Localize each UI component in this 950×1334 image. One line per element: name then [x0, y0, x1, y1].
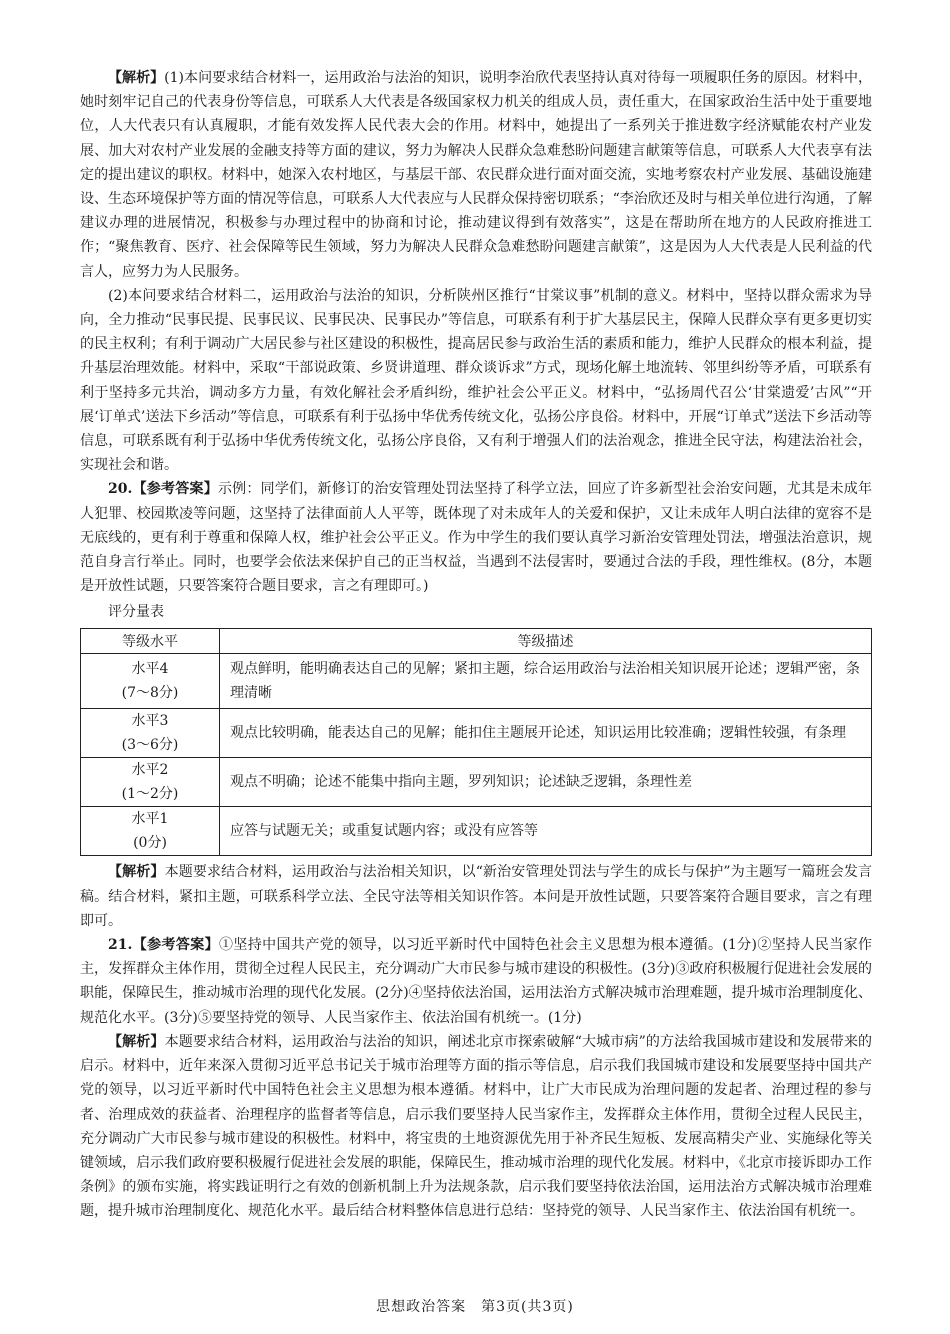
rubric-row [81, 654, 872, 709]
bottom-section [80, 860, 872, 1223]
answer-20: 20.【参考答案】示例：同学们，新修订的治安管理处罚法坚持了科学立法，回应了许多新型社会治安问题，尤其是未成年人犯罪、校园欺凌等问题，这坚持了法律面前人人平等，既体现了对未成年人的关爱和保护，又让未成年人明白法律的宽容不是无底线的，更有利于尊重和保障人权，维护社会公平正义。作为中学生的我们要认真学习新治安管理处罚法，增强法治意识，规范自身言行举止。同时，也要学会依法来保护自己的正当权益，当遇到不法侵害时，要通过合法的手段，理性维权。(8分，本题是开放性试题，只要答案符合题目要求，言之有理即可。) [80, 481, 873, 595]
rubric-header-row [81, 629, 872, 654]
rubric-level-cell: 水平4 (7～8分) [81, 654, 220, 709]
analysis-paragraph-20: 【解析】本题要求结合材料，运用政治与法治相关知识，以“新治安管理处罚法与学生的成长与保护”为主题写一篇班会发言稿。结合材料，紧扣主题，可联系科学立法、全民守法等相关知识作答。本问是开放性试题，只要答案符合题目要求，言之有理即可。 [80, 864, 873, 929]
rubric-header-desc: 等级描述 [220, 629, 872, 654]
analysis-paragraph-21: 【解析】本题要求结合材料，运用政治与法治的知识，阐述北京市探索破解“大城市病”的方法给我国城市建设和发展带来的启示。材料中，近年来深入贯彻习近平总书记关于城市治理等方面的指示等信息，启示我们我国城市建设和发展要坚持中国共产党的领导，以习近平新时代中国特色社会主义思想为根本遵循。材料中，让广大市民成为治理问题的发起者、治理过程的参与者、治理成效的获益者、治理程序的监督者等信息，启示我们要坚持人民当家作主，发挥群众主体作用，贯彻全过程人民民主，充分调动广大市民参与城市建设的积极性。材料中，将宝贵的土地资源优先用于补齐民生短板、发展高精尖产业、实施绿化等关键领域，启示我们政府要积极履行促进社会发展的职能，保障民生，推动城市治理的现代化发展。材料中，《北京市接诉即办工作条例》的颁布实施，将实践证明行之有效的创新机制上升为法规条款，启示我们要坚持依法治国，运用法治方式解决城市治理难题，提升城市治理制度化、规范化水平。最后结合材料整体信息进行总结：坚持党的领导、人民当家作主、依法治国有机统一。 [80, 1033, 873, 1220]
rubric-header-level: 等级水平 [81, 629, 220, 654]
analysis-paragraph-1: 【解析】(1)本问要求结合材料一，运用政治与法治的知识，说明李治欣代表坚持认真对待每一项履职任务的原因。材料中，她时刻牢记自己的代表身份等信息，可联系人大代表是各级国家权力机关的组成人员，责任重大，在国家政治生活中处于重要地位，人大代表只有认真履职，才能有效发挥人民代表大会的作用。材料中，她提出了一系列关于推进数字经济赋能农村产业发展、加大对农村产业发展的金融支持等方面的建议，努力为解决人民群众急难愁盼问题建言献策等信息，可联系人大代表享有法定的提出建议的职权。材料中，她深入农村地区，与基层干部、农民群众进行面对面交流，实地考察农村产业发展、基础设施建设、生态环境保护等方面的情况等信息，可联系人大代表应与人民群众保持密切联系；“李治欣还及时与相关单位进行沟通，了解建议办理的进展情况，积极参与办理过程中的协商和讨论，推动建议得到有效落实”，这是在帮助所在地方的人民政府推进工作；“聚焦教育、医疗、社会保障等民生领域，努力为解决人民群众急难愁盼问题建言献策”，这是因为人大代表是人民利益的代言人，应努力为人民服务。 [80, 70, 873, 280]
rubric-desc-cell: 观点比较明确，能表达自己的见解；能扣住主题展开论述，知识运用比较准确；逻辑性较强，有条理 [220, 709, 872, 758]
rubric-level-cell: 水平1 (0分) [81, 807, 220, 856]
rubric-desc-cell: 观点鲜明，能明确表达自己的见解；紧扣主题，综合运用政治与法治相关知识展开论述；逻辑严密，条理清晰 [220, 654, 872, 709]
answer-21: 21.【参考答案】①坚持中国共产党的领导，以习近平新时代中国特色社会主义思想为根本遵循。(1分)②坚持人民当家作主，发挥群众主体作用，贯彻全过程人民民主，充分调动广大市民参与城市建设的积极性。(3分)③政府积极履行促进社会发展的职能，保障民生，推动城市治理的现代化发展。(2分)④坚持依法治国，运用法治方式解决城市治理难题，提升城市治理制度化、规范化水平。(3分)⑤要坚持党的领导、人民当家作主、依法治国有机统一。(1分) [80, 937, 872, 1026]
rubric-desc-cell: 应答与试题无关；或重复试题内容；或没有应答等 [220, 807, 872, 856]
rubric-level-cell: 水平2 (1～2分) [81, 758, 220, 807]
answer-page [80, 66, 872, 1224]
rubric-caption: 评分量表 [108, 604, 164, 621]
rubric-row [81, 758, 872, 807]
rubric-level-cell: 水平3 (3～6分) [81, 709, 220, 758]
rubric-desc-cell: 观点不明确；论述不能集中指向主题，罗列知识；论述缺乏逻辑，条理性差 [220, 758, 872, 807]
rubric-table [80, 628, 872, 856]
analysis-paragraph-2: (2)本问要求结合材料二，运用政治与法治的知识，分析陕州区推行“甘棠议事”机制的意义。材料中，坚持以群众需求为导向，全力推动“民事民提、民事民议、民事民决、民事民办”等信息，可联系有利于扩大基层民主，保障人民群众享有更多更切实的民主权利；有利于调动广大居民参与社区建设的积极性，提高居民参与政治生活的素质和能力，维护人民群众的根本利益，提升基层治理效能。材料中，采取“干部说政策、乡贤讲道理、群众谈诉求”方式，现场化解土地流转、邻里纠纷等矛盾，可联系有利于坚持多元共治，调动多方力量，有效化解社会矛盾纠纷，维护社会公平正义。材料中，“弘扬周代召公‘甘棠遗爱’古风”“开展‘订单式’送法下乡活动”等信息，可联系有利于弘扬中华优秀传统文化，弘扬公序良俗。材料中，开展“订单式”送法下乡活动等信息，可联系既有利于弘扬中华优秀传统文化，弘扬公序良俗，又有利于增强人们的法治观念，推进全民守法，构建法治社会，实现社会和谐。 [80, 287, 872, 474]
page-footer: 思想政治答案 第3页(共3页) [376, 1299, 574, 1315]
rubric-row [81, 807, 872, 856]
top-section [80, 66, 872, 598]
rubric-row [81, 709, 872, 758]
